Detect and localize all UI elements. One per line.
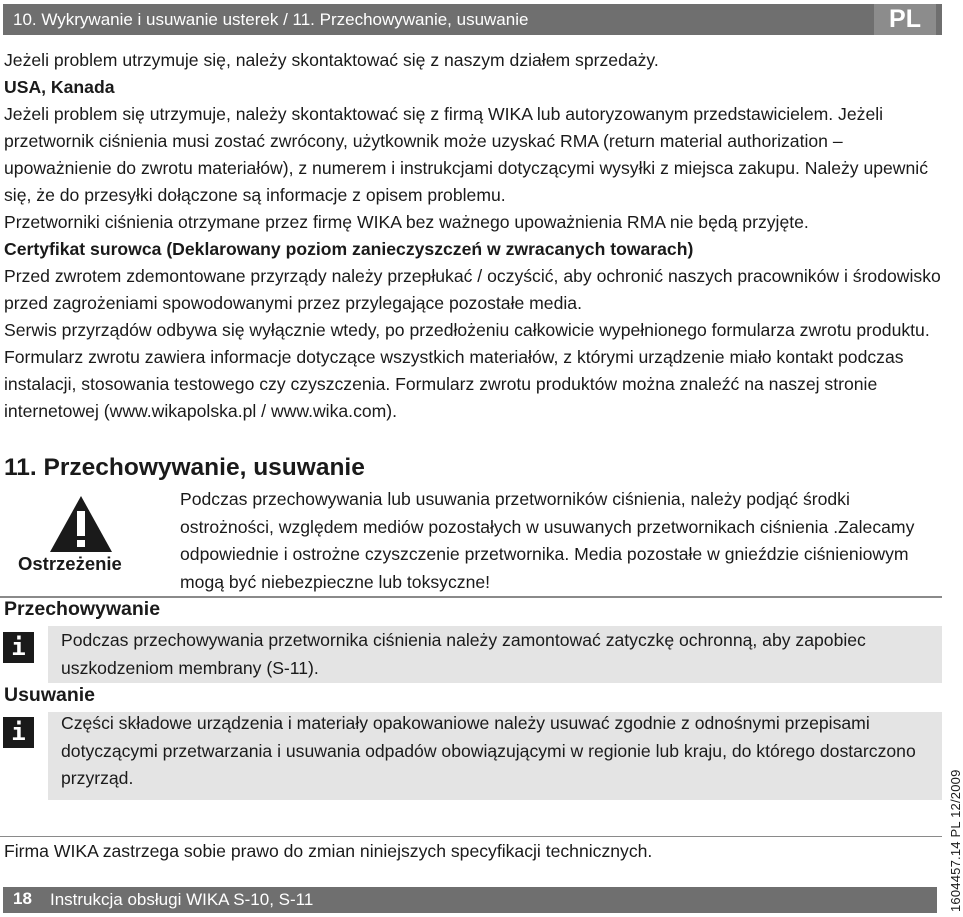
footer-bar [3, 887, 937, 913]
header-bar [3, 4, 942, 35]
document-code: 1604457.14 PL 12/2009 [948, 769, 963, 912]
certificate-block [4, 236, 944, 425]
intro-block [4, 47, 944, 236]
rma-paragraph: Jeżeli problem się utrzymuje, należy skontaktować się z firmą WIKA lub autoryzowanym przedstawicielem. Jeżeli przetwornik ciśnienia musi zostać zwrócony, użytkownik może uzyskać RMA (return material authorization – upoważnienie do zwrotu materiałów), z numerem i instrukcjami dotyczącymi wysyłki z miejsca zakupu. Należy upewnić się, że do przesyłki dołączone są informacje z opisem problemu. [4, 104, 929, 205]
footer-title: Instrukcja obsługi WIKA S-10, S-11 [50, 890, 314, 909]
info-icon: i [3, 632, 34, 663]
warning-triangle-icon [48, 494, 114, 554]
specification-notice: Firma WIKA zastrzega sobie prawo do zmian niniejszych specyfikacji technicznych. [4, 841, 653, 861]
storage-title: Przechowywanie [4, 598, 161, 620]
page-number: 18 [13, 889, 32, 908]
divider [0, 836, 942, 837]
section-title: 11. Przechowywanie, usuwanie [4, 454, 365, 481]
disposal-title: Usuwanie [4, 684, 96, 706]
warning-label: Ostrzeżenie [18, 553, 122, 574]
language-badge: PL [874, 4, 936, 35]
rma-note: Przetworniki ciśnienia otrzymane przez firmę WIKA bez ważnego upoważnienia RMA nie będą przyjęte. [4, 212, 809, 232]
disposal-text: Części składowe urządzenia i materiały opakowaniowe należy usuwać zgodnie z odnośnymi przepisami dotyczącymi przetwarzania i usuwania odpadów obowiązującymi w regionie lub kraju, do którego dostarczono przyrząd. [61, 713, 916, 788]
storage-text: Podczas przechowywania przetwornika ciśnienia należy zamontować zatyczkę ochronną, aby zapobiec uszkodzeniom membrany (S-11). [61, 630, 866, 678]
certificate-paragraph-1: Przed zwrotem zdemontowane przyrządy należy przepłukać / oczyścić, aby ochronić naszych pracowników i środowisko przed zagrożeniami spowodowanymi przez przylegające pozostałe media. [4, 266, 941, 313]
region-heading: USA, Kanada [4, 77, 115, 97]
certificate-paragraph-2: Serwis przyrządów odbywa się wyłącznie wtedy, po przedłożeniu całkowicie wypełnionego formularza zwrotu produktu. Formularz zwrotu zawiera informacje dotyczące wszystkich materiałów, z którymi urządzenie miało kontakt podczas instalacji, stosowania testowego czy czyszczenia. Formularz zwrotu produktów można znaleźć na naszej stronie internetowej (www.wikapolska.pl / www.wika.com). [4, 320, 930, 421]
certificate-heading: Certyfikat surowca (Deklarowany poziom zanieczyszczeń w zwracanych towarach) [4, 239, 694, 259]
warning-text: Podczas przechowywania lub usuwania przetworników ciśnienia, należy podjąć środki ostrożności, względem mediów pozostałych w usuwanych przetwornikach ciśnienia .Zalecamy odpowiednie i ostrożne czyszczenie przetwornika. Media pozostałe w gnieździe ciśnieniowym mogą być niebezpieczne lub toksyczne! [180, 489, 915, 592]
contact-sales-line: Jeżeli problem utrzymuje się, należy skontaktować się z naszym działem sprzedaży. [4, 50, 659, 70]
header-title: 10. Wykrywanie i usuwanie usterek / 11. Przechowywanie, usuwanie [13, 10, 529, 29]
info-icon: i [3, 717, 34, 748]
